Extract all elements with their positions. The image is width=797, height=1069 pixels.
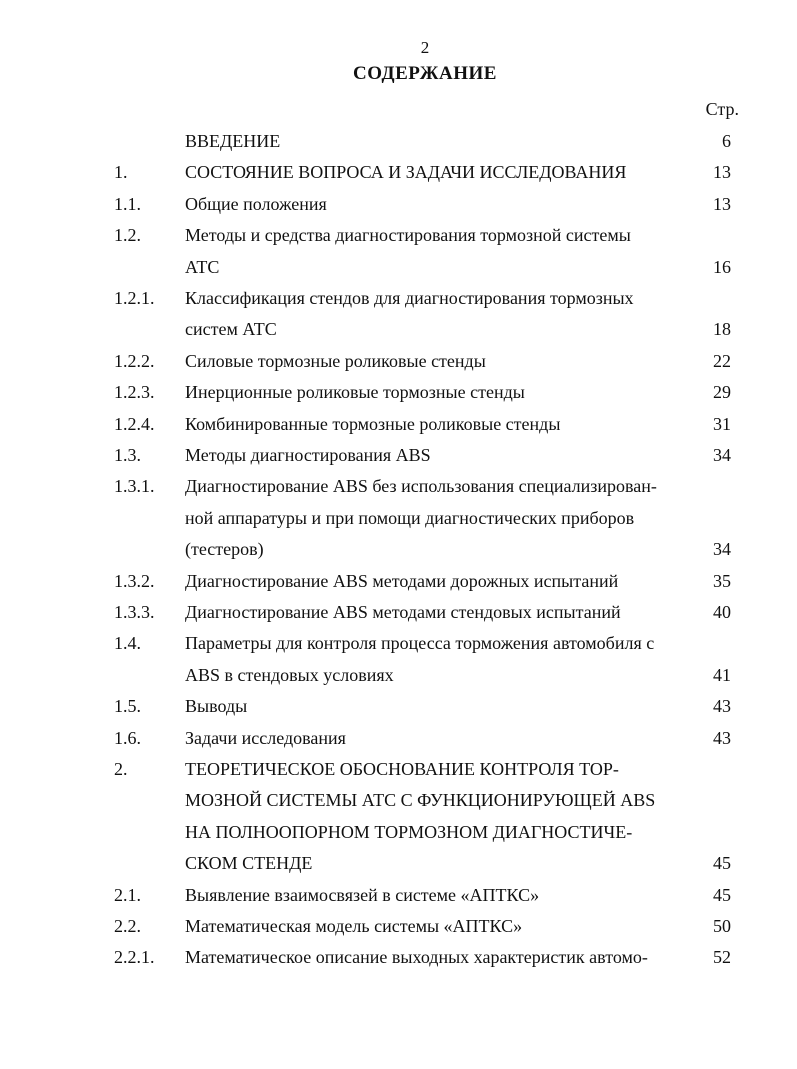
toc-line (0, 222, 797, 248)
toc-line (0, 756, 797, 782)
toc-entry-page: 31 (713, 413, 731, 434)
toc-entry-title: Силовые тормозные роликовые стенды (185, 350, 486, 371)
toc-entry-page: 43 (713, 727, 731, 748)
toc-entry-number: 1.3. (114, 445, 141, 465)
toc-entry-number: 1.1. (114, 193, 141, 214)
toc-line (0, 630, 797, 656)
toc-entry-page: 16 (713, 256, 731, 277)
toc-entry-number: 1.2. (114, 225, 141, 246)
toc-entry-title: Параметры для контроля процесса торможения автомобиля с (185, 633, 655, 654)
toc-line (0, 128, 797, 154)
toc-line (0, 442, 797, 468)
toc-entry-page: 50 (713, 916, 731, 936)
toc-entry-title: (тестеров) (185, 539, 264, 560)
toc-entry-title: ной аппаратуры и при помощи диагностических приборов (185, 507, 635, 528)
toc-entry-title: НА ПОЛНООПОРНОМ ТОРМОЗНОМ ДИАГНОСТИЧЕ- (185, 821, 633, 842)
toc-entry-number: 1.5. (114, 696, 141, 717)
toc-line (0, 473, 797, 499)
toc-entry-page: 13 (713, 162, 731, 183)
toc-line (0, 882, 797, 908)
toc-line (0, 913, 797, 939)
toc-entry-page: 45 (713, 884, 731, 905)
toc-entry-number: 2.2. (114, 916, 141, 936)
toc-entry-title: Методы и средства диагностирования тормозной системы (185, 225, 631, 246)
toc-entry-page: 52 (713, 947, 731, 968)
toc-entry-page: 13 (713, 193, 731, 214)
toc-entry-title: АТС (185, 256, 220, 277)
toc-line (0, 662, 797, 688)
toc-entry-title: Общие положения (185, 193, 327, 214)
toc-entry-number: 1.6. (114, 727, 141, 748)
toc-entry-title: систем АТС (185, 319, 277, 340)
toc-line (0, 850, 797, 876)
toc-line (0, 819, 797, 845)
toc-entry-title: Комбинированные тормозные роликовые стенды (185, 413, 561, 434)
toc-line (0, 693, 797, 719)
toc-line (0, 316, 797, 342)
toc-entry-number: 1.2.4. (114, 413, 155, 434)
toc-entry-page: 35 (713, 570, 731, 591)
toc-entry-page: 43 (713, 696, 731, 717)
toc-entry-title: Выводы (185, 696, 248, 717)
toc-entry-page: 34 (713, 445, 731, 465)
toc-entry-title: ТЕОРЕТИЧЕСКОЕ ОБОСНОВАНИЕ КОНТРОЛЯ ТОР- (185, 759, 619, 779)
toc-line (0, 285, 797, 311)
page-number: 2 (420, 38, 430, 57)
toc-entry-page: 6 (722, 131, 731, 151)
toc-entry-title: СКОМ СТЕНДЕ (185, 853, 313, 874)
toc-line (0, 599, 797, 625)
toc-entry-title: Задачи исследования (185, 727, 346, 748)
page-column-header: Стр. (705, 99, 739, 119)
toc-line (0, 787, 797, 813)
toc-entry-title: МОЗНОЙ СИСТЕМЫ АТС С ФУНКЦИОНИРУЮЩЕЙ ABS (185, 790, 656, 811)
toc-entry-number: 2. (114, 759, 128, 779)
toc-line (0, 411, 797, 437)
toc-entry-title: Выявление взаимосвязей в системе «АПТКС» (185, 884, 540, 905)
page-title: СОДЕРЖАНИЕ (353, 63, 497, 84)
toc-line (0, 944, 797, 970)
toc-entry-number: 2.1. (114, 884, 141, 905)
toc-entry-title: Методы диагностирования ABS (185, 445, 431, 465)
toc-entry-page: 40 (713, 602, 731, 622)
toc-entry-page: 29 (713, 382, 731, 403)
toc-line (0, 536, 797, 562)
toc-entry-page: 41 (713, 664, 731, 685)
toc-entry-title: ВВЕДЕНИЕ (185, 131, 281, 151)
toc-entry-page: 34 (713, 539, 731, 560)
toc-line (0, 191, 797, 217)
toc-entry-title: Диагностирование ABS без использования специализирован- (185, 476, 657, 497)
toc-entry-number: 1.3.3. (114, 602, 155, 622)
toc-entry-title: Диагностирование ABS методами стендовых испытаний (185, 602, 621, 622)
toc-entry-title: Математическое описание выходных характеристик автомо- (185, 947, 648, 968)
toc-line (0, 505, 797, 531)
toc-entry-number: 2.2.1. (114, 947, 155, 968)
toc-entry-page: 45 (713, 853, 731, 874)
toc-entry-title: СОСТОЯНИЕ ВОПРОСА И ЗАДАЧИ ИССЛЕДОВАНИЯ (185, 162, 627, 183)
toc-line (0, 348, 797, 374)
toc-line (0, 379, 797, 405)
toc-entry-number: 1.2.2. (114, 350, 155, 371)
toc-entry-number: 1.2.3. (114, 382, 155, 403)
toc-entry-number: 1.3.1. (114, 476, 155, 497)
toc-line (0, 568, 797, 594)
toc-line (0, 725, 797, 751)
toc-entry-number: 1.4. (114, 633, 141, 654)
toc-entry-number: 1.3.2. (114, 570, 155, 591)
toc-entry-number: 1.2.1. (114, 288, 155, 308)
toc-entry-title: Классификация стендов для диагностирования тормозных (185, 288, 634, 308)
toc-entry-title: Диагностирование ABS методами дорожных испытаний (185, 570, 619, 591)
toc-line (0, 159, 797, 185)
toc-entry-title: Инерционные роликовые тормозные стенды (185, 382, 525, 403)
toc-entry-page: 22 (713, 350, 731, 371)
toc-entry-number: 1. (114, 162, 128, 183)
toc-entry-page: 18 (713, 319, 731, 340)
toc-entry-title: ABS в стендовых условиях (185, 664, 394, 685)
toc-entry-title: Математическая модель системы «АПТКС» (185, 916, 523, 936)
toc-line (0, 254, 797, 280)
